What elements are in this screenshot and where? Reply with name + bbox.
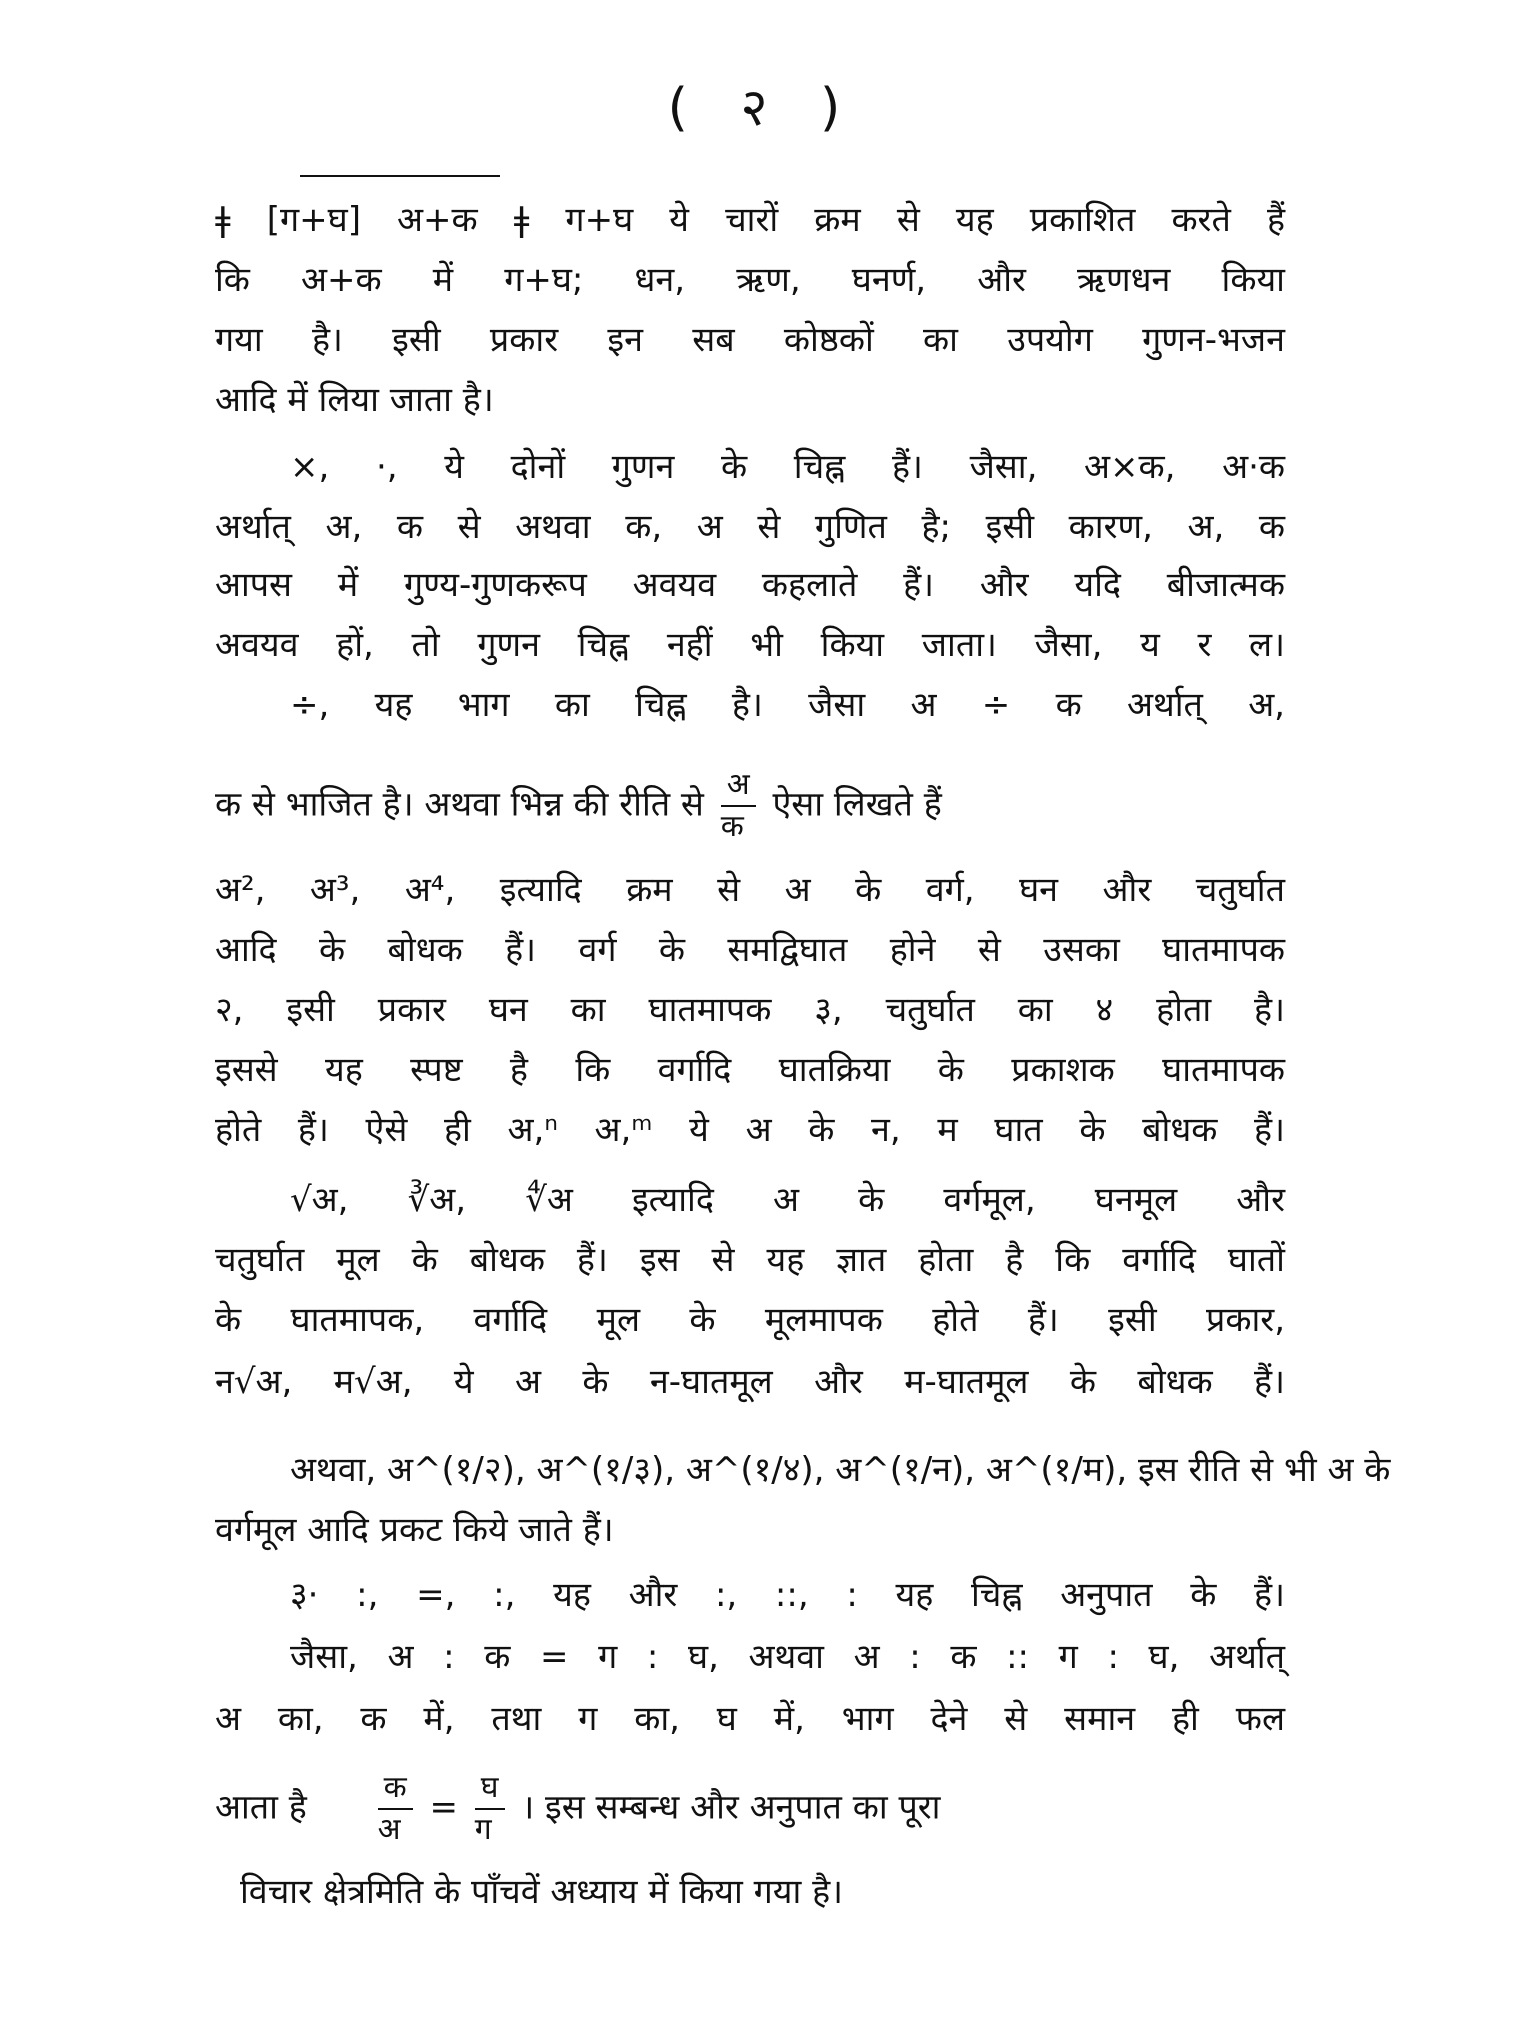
text-line-9: ÷, यह भाग का चिह्न है। जैसा अ ÷ क अर्थात् अ, (290, 685, 1285, 725)
text-line-13: २, इसी प्रकार घन का घातमापक ३, चतुर्घात का ४ होता है। (215, 990, 1285, 1030)
text-segment-10b: ऐसा लिखते हैं (772, 784, 942, 825)
bracket-overline (300, 175, 500, 177)
fraction-denominator: अ (377, 1812, 401, 1847)
text-line-21: वर्गमूल आदि प्रकट किये जाते हैं। (215, 1510, 614, 1550)
fraction-numerator: घ (475, 1768, 505, 1810)
text-line-26: विचार क्षेत्रमिति के पाँचवें अध्याय में किया गया है। (240, 1872, 844, 1912)
text-line-10 (215, 765, 1285, 847)
fraction-gh-over-g (475, 1768, 505, 1850)
text-line-1: ǂ [ग+घ] अ+क ǂ ग+घ ये चारों क्रम से यह प्रकाशित करते हैं (215, 200, 1285, 240)
text-line-20: अथवा, अ^(१/२), अ^(१/३), अ^(१/४), अ^(१/न), अ^(१/म), इस रीति से भी अ के (290, 1450, 1391, 1490)
text-line-12: आदि के बोधक हैं। वर्ग के समद्विघात होने से उसका घातमापक (215, 930, 1285, 970)
text-line-23: जैसा, अ : क = ग : घ, अथवा अ : क :: ग : घ, अर्थात् (290, 1637, 1285, 1677)
fraction-denominator: ग (474, 1812, 492, 1847)
text-line-18: के घातमापक, वर्गादि मूल के मूलमापक होते हैं। इसी प्रकार, (215, 1300, 1285, 1340)
text-line-17: चतुर्घात मूल के बोधक हैं। इस से यह ज्ञात होता है कि वर्गादि घातों (215, 1240, 1285, 1280)
page-number: ( २ ) (667, 78, 859, 138)
text-line-16: √अ, ∛अ, ∜अ इत्यादि अ के वर्गमूल, घनमूल और (290, 1180, 1285, 1220)
text-line-2: कि अ+क में ग+घ; धन, ऋण, घनर्ण, और ऋणधन किया (215, 260, 1285, 300)
text-line-24: अ का, क में, तथा ग का, घ में, भाग देने से समान ही फल (215, 1699, 1285, 1739)
text-line-19: न√अ, म√अ, ये अ के न-घातमूल और म-घातमूल के बोधक हैं। (215, 1362, 1285, 1402)
text-line-14: इससे यह स्पष्ट है कि वर्गादि घातक्रिया के प्रकाशक घातमापक (215, 1050, 1285, 1090)
fraction-k-over-a (378, 1768, 413, 1850)
text-line-11: अ², अ³, अ⁴, इत्यादि क्रम से अ के वर्ग, घन और चतुर्घात (215, 870, 1285, 910)
text-line-22: ३· :, =, :, यह और :, ::, : यह चिह्न अनुपात के हैं। (290, 1575, 1285, 1615)
text-line-6: अर्थात् अ, क से अथवा क, अ से गुणित है; इसी कारण, अ, क (215, 507, 1285, 547)
text-line-25 (215, 1768, 1285, 1850)
text-segment-25a: आता है (215, 1787, 307, 1828)
fraction-numerator: अ (721, 765, 756, 807)
text-segment-25b: । इस सम्बन्ध और अनुपात का पूरा (521, 1787, 941, 1828)
text-line-5: ×, ·, ये दोनों गुणन के चिह्न हैं। जैसा, अ×क, अ·क (290, 447, 1285, 487)
fraction-numerator: क (378, 1768, 413, 1810)
text-line-4: आदि में लिया जाता है। (215, 380, 494, 420)
text-line-7: आपस में गुण्य-गुणकरूप अवयव कहलाते हैं। और यदि बीजात्मक (215, 565, 1285, 605)
fraction-a-over-k (721, 765, 756, 847)
fraction-denominator: क (720, 809, 744, 844)
text-line-15: होते हैं। ऐसे ही अ,ⁿ अ,ᵐ ये अ के न, म घात के बोधक हैं। (215, 1110, 1285, 1150)
equals-sign: = (429, 1787, 458, 1828)
text-line-8: अवयव हों, तो गुणन चिह्न नहीं भी किया जाता। जैसा, य र ल। (215, 625, 1285, 665)
text-line-3: गया है। इसी प्रकार इन सब कोष्ठकों का उपयोग गुणन-भजन (215, 320, 1285, 360)
text-segment-10a: क से भाजित है। अथवा भिन्न की रीति से (215, 784, 704, 825)
